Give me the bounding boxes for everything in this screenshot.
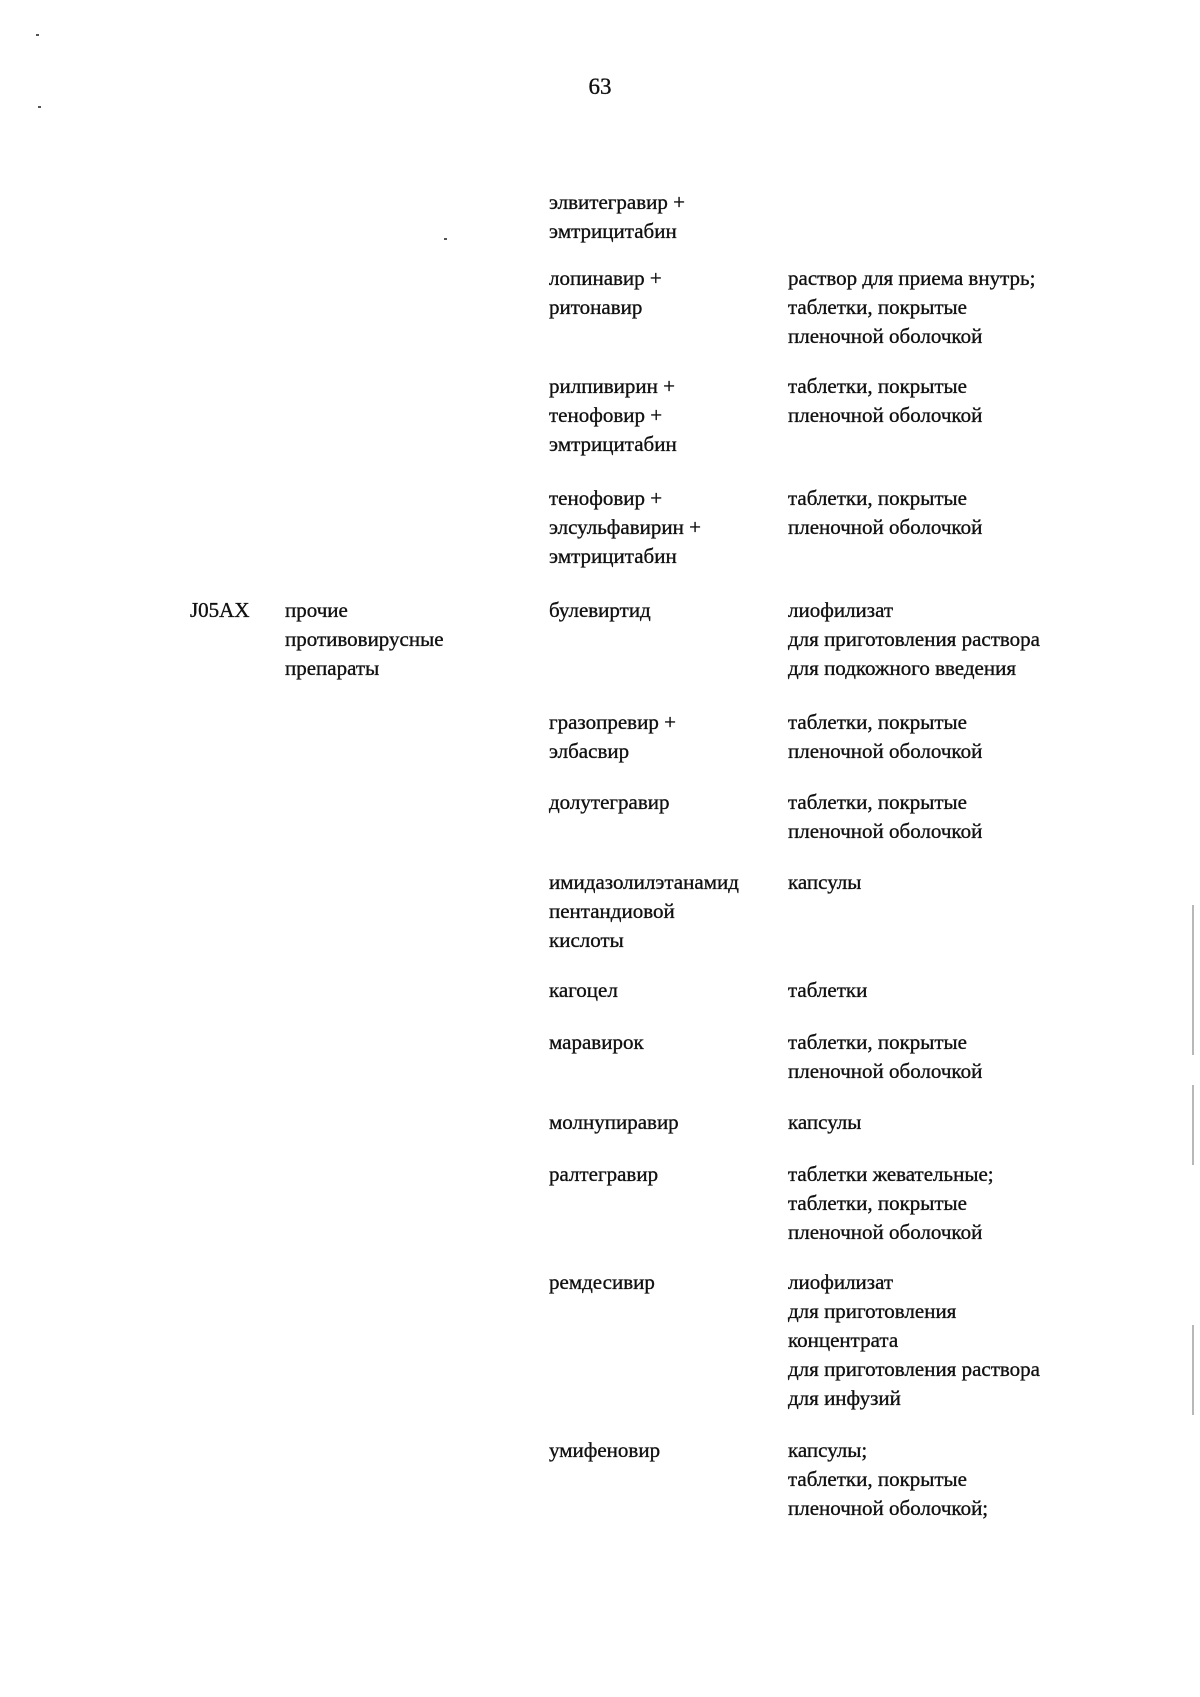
drug-name-line: элбасвир <box>549 739 630 763</box>
dosage-form-line: пленочной оболочкой <box>788 1220 983 1244</box>
drug-name <box>549 188 789 246</box>
drug-name <box>549 868 789 955</box>
dosage-form-line: таблетки, покрытые <box>788 710 967 734</box>
dosage-form-line: раствор для приема внутрь; <box>788 266 1036 290</box>
group-name-line: противовирусные <box>285 627 444 651</box>
drug-name-line: рилпивирин + <box>549 374 675 398</box>
drug-name <box>549 708 789 766</box>
dosage-form-line: для приготовления раствора <box>788 1357 1040 1381</box>
drug-name <box>549 596 789 625</box>
dosage-form-line: пленочной оболочкой <box>788 403 983 427</box>
dosage-form <box>788 596 1108 683</box>
drug-name-line: ритонавир <box>549 295 643 319</box>
scan-speck <box>38 106 41 108</box>
atc-code: J05AX <box>190 598 250 622</box>
scan-margin-line <box>1192 1085 1194 1165</box>
drug-name <box>549 1108 789 1137</box>
drug-name <box>549 1436 789 1465</box>
drug-name-line: пентандиовой <box>549 899 675 923</box>
dosage-form-line: капсулы; <box>788 1438 868 1462</box>
dosage-form <box>788 976 1108 1005</box>
dosage-form <box>788 708 1108 766</box>
dosage-form-line: таблетки, покрытые <box>788 1030 967 1054</box>
dosage-form <box>788 264 1108 351</box>
dosage-form-line: таблетки, покрытые <box>788 1191 967 1215</box>
dosage-form <box>788 484 1108 542</box>
drug-name <box>549 788 789 817</box>
scan-speck <box>444 238 447 240</box>
dosage-form-line: таблетки, покрытые <box>788 295 967 319</box>
dosage-form <box>788 1268 1108 1413</box>
group-name-line: прочие <box>285 598 348 622</box>
drug-name-line: эмтрицитабин <box>549 432 677 456</box>
dosage-form-line: пленочной оболочкой <box>788 739 983 763</box>
drug-name-line: умифеновир <box>549 1438 661 1462</box>
dosage-form-line: таблетки, покрытые <box>788 374 967 398</box>
drug-name-line: ремдесивир <box>549 1270 655 1294</box>
drug-name <box>549 264 789 322</box>
drug-name-line: тенофовир + <box>549 486 663 510</box>
drug-name-line: элсульфавирин + <box>549 515 701 539</box>
scan-margin-line <box>1192 1325 1194 1415</box>
page-number: 63 <box>588 74 612 99</box>
dosage-form-line: таблетки <box>788 978 868 1002</box>
dosage-form-line: таблетки жевательные; <box>788 1162 994 1186</box>
drug-name-line: ралтегравир <box>549 1162 659 1186</box>
dosage-form <box>788 1160 1108 1247</box>
drug-name <box>549 1028 789 1057</box>
dosage-form <box>788 1436 1108 1523</box>
dosage-form <box>788 788 1108 846</box>
group-name <box>285 596 535 683</box>
dosage-form-line: пленочной оболочкой; <box>788 1496 989 1520</box>
drug-name-line: долутегравир <box>549 790 670 814</box>
drug-name-line: эмтрицитабин <box>549 219 677 243</box>
dosage-form-line: для подкожного введения <box>788 656 1016 680</box>
dosage-form-line: таблетки, покрытые <box>788 486 967 510</box>
dosage-form-line: капсулы <box>788 1110 862 1134</box>
dosage-form-line: капсулы <box>788 870 862 894</box>
dosage-form-line: пленочной оболочкой <box>788 819 983 843</box>
scan-margin-line <box>1192 905 1194 1055</box>
dosage-form-line: таблетки, покрытые <box>788 790 967 814</box>
drug-name-line: лопинавир + <box>549 266 662 290</box>
drug-name <box>549 1160 789 1189</box>
dosage-form-line: лиофилизат <box>788 1270 894 1294</box>
dosage-form-line: для приготовления <box>788 1299 957 1323</box>
dosage-form-line: для приготовления раствора <box>788 627 1040 651</box>
drug-name-line: тенофовир + <box>549 403 663 427</box>
group-name-line: препараты <box>285 656 380 680</box>
drug-name-line: булевиртид <box>549 598 651 622</box>
drug-name-line: эмтрицитабин <box>549 544 677 568</box>
drug-name <box>549 372 789 459</box>
dosage-form <box>788 868 1108 897</box>
dosage-form <box>788 1108 1108 1137</box>
scan-speck <box>36 34 39 36</box>
drug-name-line: элвитегравир + <box>549 190 685 214</box>
drug-name-line: молнупиравир <box>549 1110 679 1134</box>
dosage-form-line: таблетки, покрытые <box>788 1467 967 1491</box>
dosage-form-line: пленочной оболочкой <box>788 324 983 348</box>
dosage-form-line: концентрата <box>788 1328 899 1352</box>
dosage-form-line: пленочной оболочкой <box>788 515 983 539</box>
dosage-form-line: пленочной оболочкой <box>788 1059 983 1083</box>
drug-name-line: имидазолилэтанамид <box>549 870 739 894</box>
drug-name <box>549 484 789 571</box>
dosage-form <box>788 372 1108 430</box>
drug-name-line: кагоцел <box>549 978 618 1002</box>
drug-name-line: маравирок <box>549 1030 644 1054</box>
drug-name <box>549 976 789 1005</box>
dosage-form-line: лиофилизат <box>788 598 894 622</box>
dosage-form <box>788 1028 1108 1086</box>
dosage-form-line: для инфузий <box>788 1386 901 1410</box>
drug-name-line: кислоты <box>549 928 624 952</box>
drug-name-line: гразопревир + <box>549 710 676 734</box>
drug-name <box>549 1268 789 1297</box>
